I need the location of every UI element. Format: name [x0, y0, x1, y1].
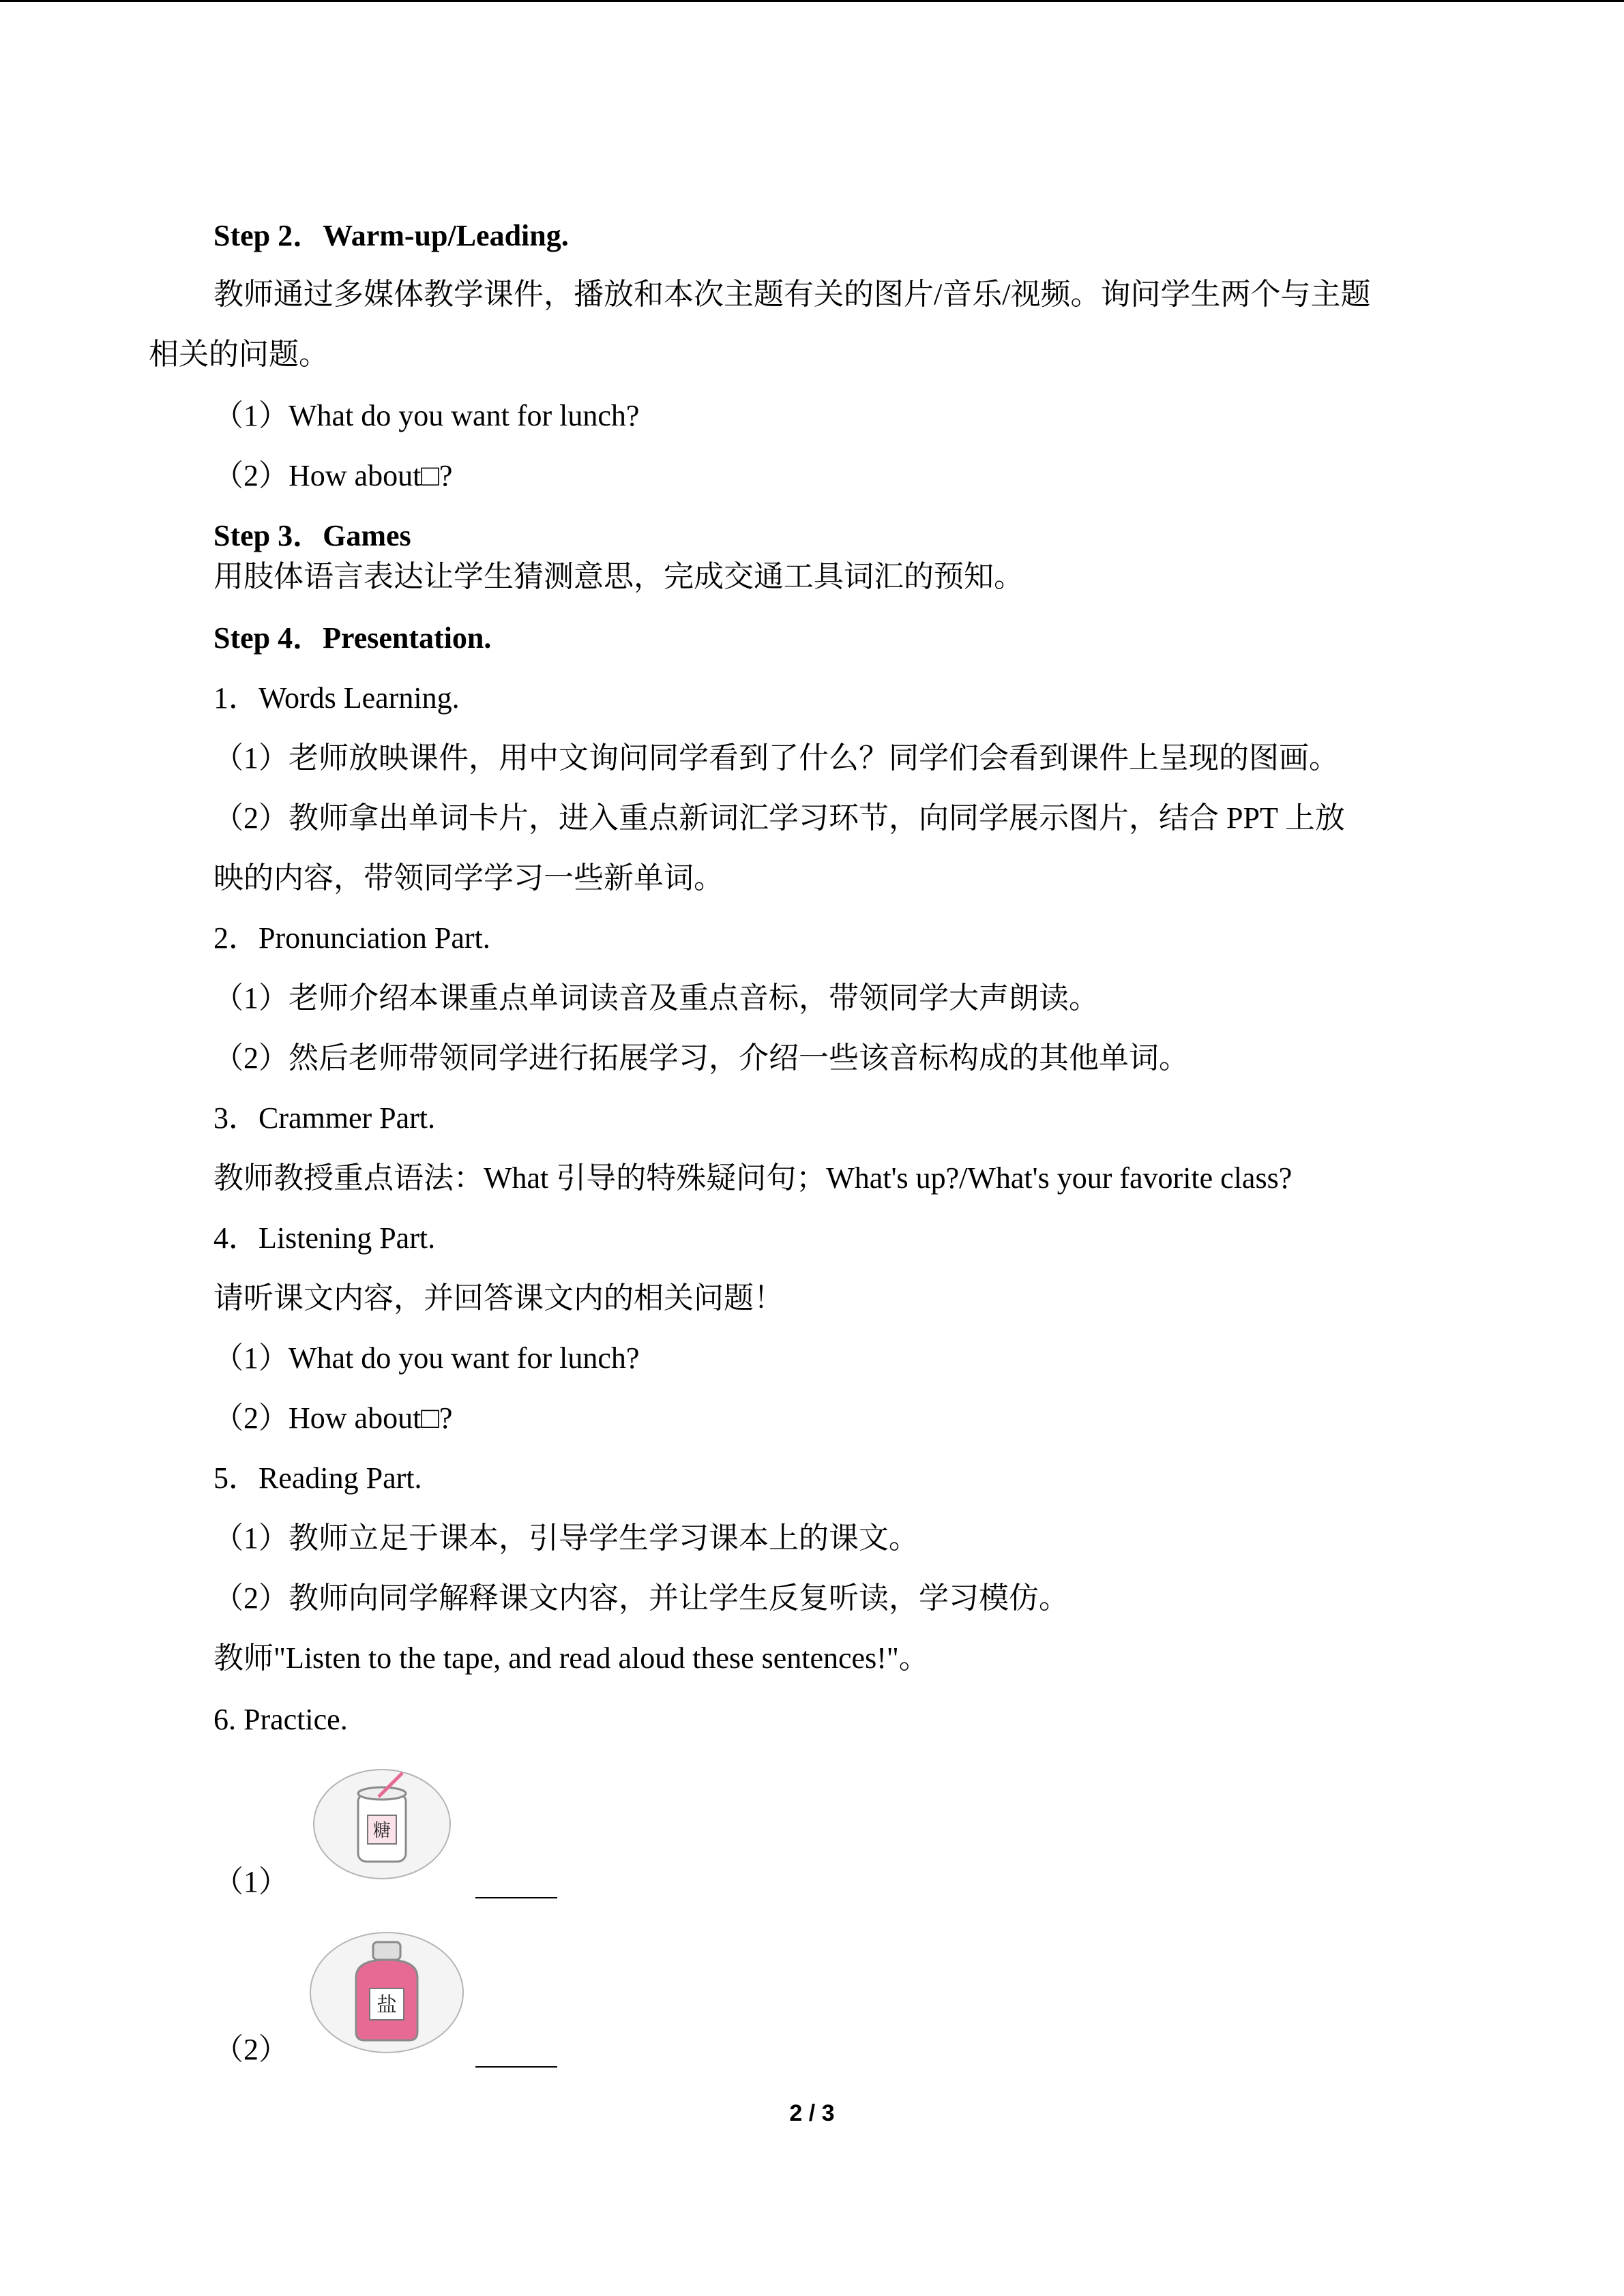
practice-answer-blank-1[interactable]: [475, 1870, 557, 1898]
listening-heading: 4．Listening Part.: [213, 1221, 436, 1255]
listening-paragraph: 请听课文内容，并回答课文内的相关问题！: [213, 1281, 784, 1315]
words-learning-item-1: （1）老师放映课件，用中文询问同学看到了什么？同学们会看到课件上呈现的图画。: [213, 741, 1339, 775]
words-learning-item-2-line1: （2）教师拿出单词卡片，进入重点新词汇学习环节，向同学展示图片，结合 PPT 上放: [213, 801, 1346, 835]
reading-item-2: （2）教师向同学解释课文内容，并让学生反复听读，学习模仿。: [213, 1581, 1069, 1615]
step2-paragraph-line1: 教师通过多媒体教学课件，播放和本次主题有关的图片/音乐/视频。询问学生两个与主题: [213, 278, 1371, 311]
practice-heading: 6. Practice.: [213, 1703, 348, 1736]
sugar-label: 糖: [372, 1821, 392, 1841]
step2-heading: Step 2．Warm-up/Leading.: [213, 219, 569, 252]
practice-item-2-label: （2）: [213, 2033, 289, 2066]
step2-question-2: （2）How about□?: [213, 459, 453, 492]
step3-paragraph: 用肢体语言表达让学生猜测意思，完成交通工具词汇的预知。: [213, 560, 1024, 593]
reading-quote: 教师"Listen to the tape, and read aloud these sentences!"。: [213, 1641, 929, 1675]
top-border: [0, 0, 1624, 2]
step2-question-1: （1）What do you want for lunch?: [213, 399, 640, 432]
pronunciation-item-2: （2）然后老师带领同学进行拓展学习，介绍一些该音标构成的其他单词。: [213, 1041, 1189, 1075]
grammar-paragraph: 教师教授重点语法：What 引导的特殊疑问句；What's up?/What's your favorite class?: [213, 1161, 1293, 1195]
words-learning-heading: 1．Words Learning.: [213, 681, 460, 715]
pronunciation-heading: 2．Pronunciation Part.: [213, 921, 490, 955]
reading-heading: 5．Reading Part.: [213, 1461, 422, 1495]
listening-question-2: （2）How about□?: [213, 1401, 453, 1435]
practice-item-1-label: （1）: [213, 1865, 289, 1898]
salt-jar-image: [307, 1930, 467, 2056]
pronunciation-item-1: （1）老师介绍本课重点单词读音及重点音标，带领同学大声朗读。: [213, 981, 1099, 1015]
grammar-heading: 3．Crammer Part.: [213, 1101, 436, 1135]
page-number: 2 / 3: [789, 2100, 835, 2126]
listening-question-1: （1）What do you want for lunch?: [213, 1341, 640, 1375]
step2-paragraph-line2: 相关的问题。: [149, 338, 329, 371]
step4-heading: Step 4．Presentation.: [213, 621, 492, 655]
salt-label: 盐: [377, 1993, 397, 2017]
sugar-jar-image: [310, 1766, 454, 1882]
words-learning-item-2-line2: 映的内容，带领同学学习一些新单词。: [213, 861, 724, 895]
practice-answer-blank-2[interactable]: [475, 2039, 557, 2068]
step3-heading: Step 3．Games: [213, 519, 411, 552]
reading-item-1: （1）教师立足于课本，引导学生学习课本上的课文。: [213, 1521, 919, 1555]
